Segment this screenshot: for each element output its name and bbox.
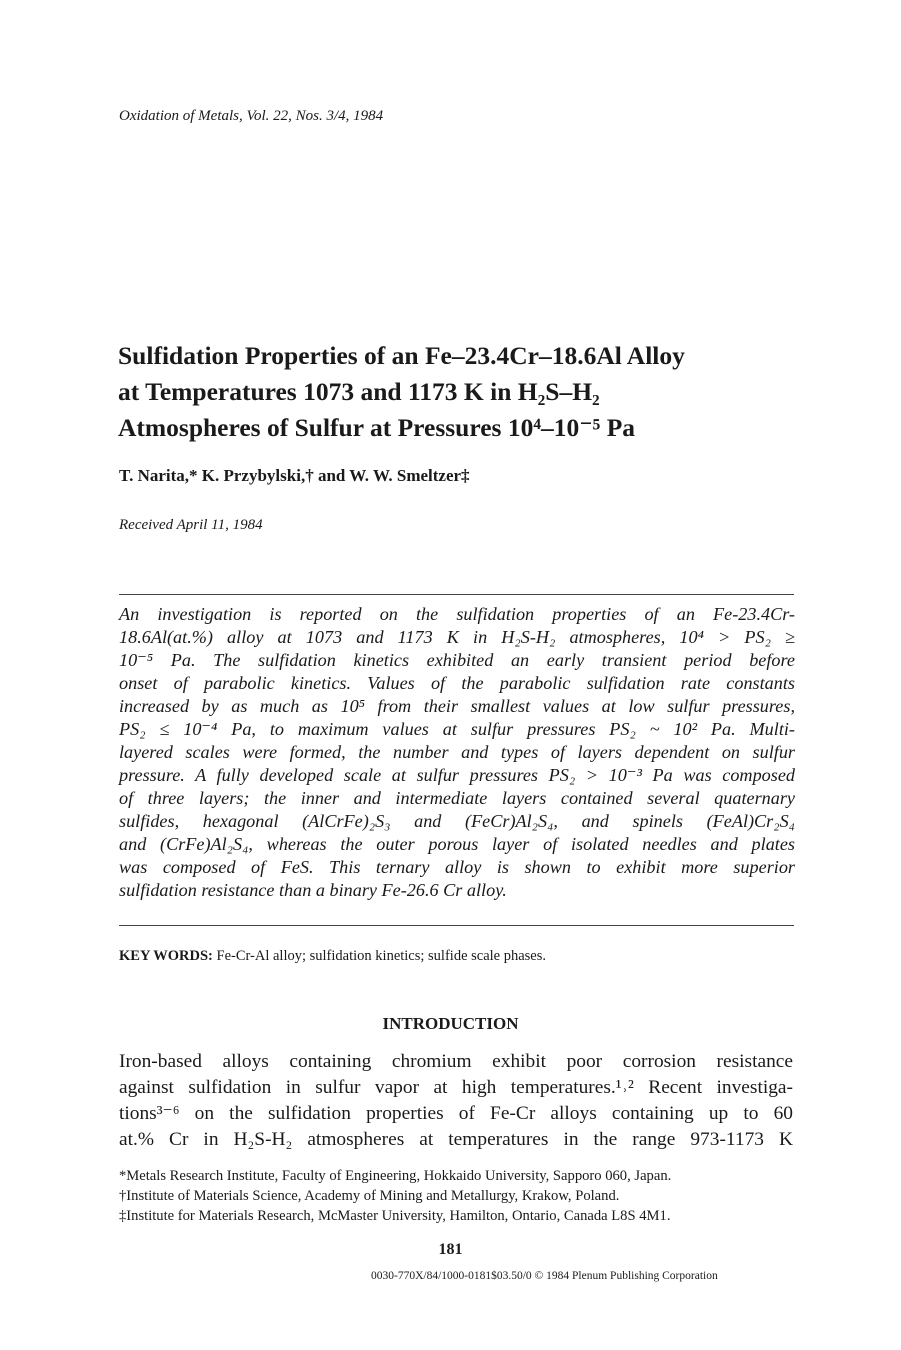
abstract-line: sulfides, hexagonal (AlCrFe)₂S₃ and (FeCr)Al₂S₄, and spinels (FeAl)Cr₂S₄ — [119, 811, 795, 831]
title-line: Atmospheres of Sulfur at Pressures 10⁴–10⁻⁵ Pa — [118, 413, 636, 442]
abstract — [119, 603, 795, 902]
page-number: 181 — [438, 1241, 463, 1258]
footnote: ‡Institute for Materials Research, McMaster University, Hamilton, Ontario, Canada L8S 4M1. — [119, 1208, 671, 1224]
abstract-bottom-rule — [119, 925, 794, 926]
introduction-text — [119, 1049, 793, 1153]
abstract-top-rule — [119, 594, 794, 595]
keywords-text: Fe-Cr-Al alloy; sulfidation kinetics; sulfide scale phases. — [216, 948, 547, 964]
abstract-line: PS₂ ≤ 10⁻⁴ Pa, to maximum values at sulfur pressures PS₂ ~ 10² Pa. Multi- — [119, 719, 795, 739]
body-line: tions³⁻⁶ on the sulfidation properties of Fe-Cr alloys containing up to 60 — [119, 1103, 793, 1124]
abstract-line: onset of parabolic kinetics. Values of the parabolic sulfidation rate constants — [119, 673, 795, 693]
title-line: Sulfidation Properties of an Fe–23.4Cr–18.6Al Alloy — [118, 341, 685, 370]
footnote: *Metals Research Institute, Faculty of Engineering, Hokkaido University, Sapporo 060, Japan. — [119, 1168, 672, 1184]
affiliation-footnotes — [119, 1166, 795, 1226]
abstract-line: and (CrFe)Al₂S₄, whereas the outer porous layer of isolated needles and plates — [119, 834, 795, 854]
body-line: Iron-based alloys containing chromium exhibit poor corrosion resistance — [119, 1051, 793, 1072]
abstract-line: was composed of FeS. This ternary alloy is shown to exhibit more superior — [119, 857, 795, 877]
abstract-line: 10⁻⁵ Pa. The sulfidation kinetics exhibited an early transient period before — [119, 650, 795, 670]
abstract-line: An investigation is reported on the sulfidation properties of an Fe-23.4Cr- — [119, 604, 795, 624]
abstract-line: 18.6Al(at.%) alloy at 1073 and 1173 K in H₂S-H₂ atmospheres, 10⁴ > PS₂ ≥ — [119, 627, 795, 647]
title-line: at Temperatures 1073 and 1173 K in H₂S–H₂ — [118, 377, 600, 406]
received-date: Received April 11, 1984 — [119, 517, 263, 533]
footnote: †Institute of Materials Science, Academy of Mining and Metallurgy, Krakow, Poland. — [119, 1188, 620, 1204]
keywords — [119, 948, 546, 965]
abstract-line: increased by as much as 10⁵ from their smallest values at low sulfur pressures, — [119, 696, 795, 716]
body-line: at.% Cr in H₂S-H₂ atmospheres at temperatures in the range 973-1173 K — [119, 1129, 793, 1150]
copyright-line: 0030-770X/84/1000-0181$03.50/0 © 1984 Plenum Publishing Corporation — [371, 1270, 718, 1282]
abstract-line: layered scales were formed, the number and types of layers dependent on sulfur — [119, 742, 795, 762]
abstract-line: of three layers; the inner and intermediate layers contained several quaternary — [119, 788, 795, 808]
paper-title — [118, 338, 818, 446]
abstract-line: pressure. A fully developed scale at sulfur pressures PS₂ > 10⁻³ Pa was composed — [119, 765, 795, 785]
keywords-label: KEY WORDS: — [119, 948, 213, 964]
journal-citation: Oxidation of Metals, Vol. 22, Nos. 3/4, 1984 — [119, 108, 384, 124]
author-list: T. Narita,* K. Przybylski,† and W. W. Smeltzer‡ — [119, 466, 470, 485]
section-heading-introduction: INTRODUCTION — [382, 1014, 519, 1033]
body-line: against sulfidation in sulfur vapor at high temperatures.¹˒² Recent investiga- — [119, 1077, 793, 1098]
abstract-line: sulfidation resistance than a binary Fe-26.6 Cr alloy. — [119, 880, 507, 900]
